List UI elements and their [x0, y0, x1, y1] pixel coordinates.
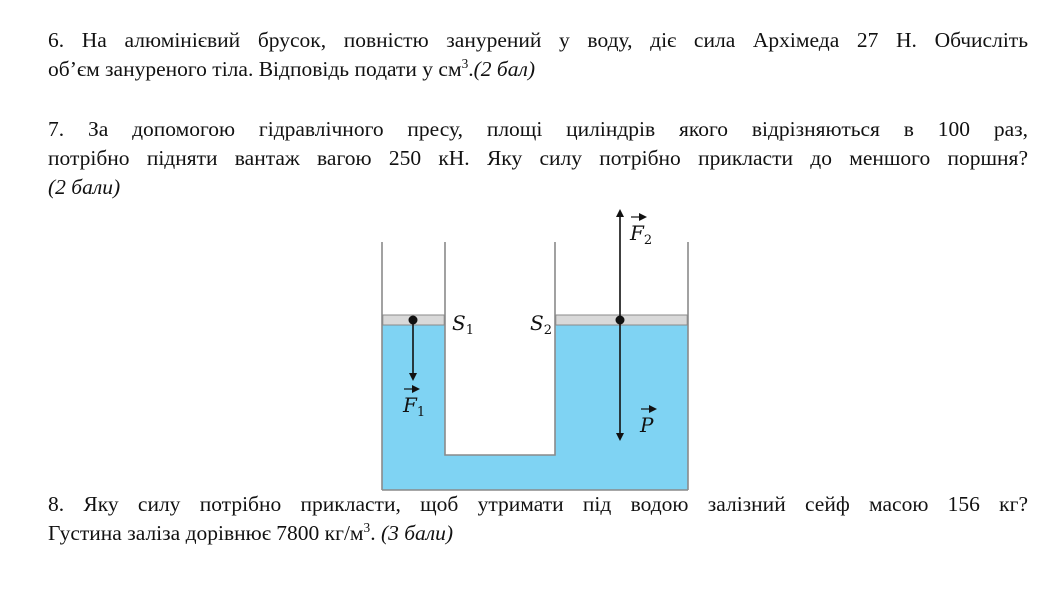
- problem-8-line-2-text: Густина заліза дорівнює 7800 кг/м: [48, 521, 364, 545]
- hydraulic-press-diagram: [370, 205, 700, 495]
- label-f2: [629, 217, 652, 248]
- water: [382, 323, 688, 490]
- svg-text:F2: $F_2$: [630, 221, 653, 248]
- problem-7: [48, 115, 1028, 202]
- problem-6-line-2: [48, 55, 1028, 84]
- problem-7-line-1: 7. За допомогою гідравлічного пресу, площі циліндрів якого відрізняються в 100 раз,: [48, 117, 1028, 141]
- problem-8-line-2: [48, 519, 1028, 548]
- problem-6-unit-exponent: 3: [461, 56, 469, 72]
- problem-6-points: (2 бал): [473, 57, 535, 81]
- svg-text:P: P: [640, 413, 654, 437]
- problem-8: [48, 490, 1028, 548]
- svg-text:F1: $F_1$: [403, 393, 426, 420]
- problem-7-points: (2 бали): [48, 175, 121, 199]
- problem-8-unit-exponent: 3: [363, 520, 371, 536]
- problem-6-line-2-end: .: [468, 57, 474, 81]
- problem-8-points: (3 бали): [380, 521, 454, 545]
- problem-7-line-2: потрібно підняти вантаж вагою 250 кН. Яку силу потрібно прикласти до меншого поршня?: [48, 146, 1028, 170]
- label-s2: $S_2$: [530, 311, 552, 338]
- problem-6-line-1: 6. На алюмінієвий брусок, повністю занурений у воду, діє сила Архімеда 27 Н. Обчисліть: [48, 28, 1028, 52]
- label-s1: $S_1$: [452, 311, 474, 338]
- problem-6: [48, 26, 1028, 84]
- problem-6-line-2-text: об’єм зануреного тіла. Відповідь подати у см: [48, 57, 462, 81]
- label-p: [639, 409, 654, 437]
- problem-8-line-2-end: .: [370, 521, 381, 545]
- problem-8-line-1: 8. Яку силу потрібно прикласти, щоб утримати під водою залізний сейф масою 156 кг?: [48, 492, 1028, 516]
